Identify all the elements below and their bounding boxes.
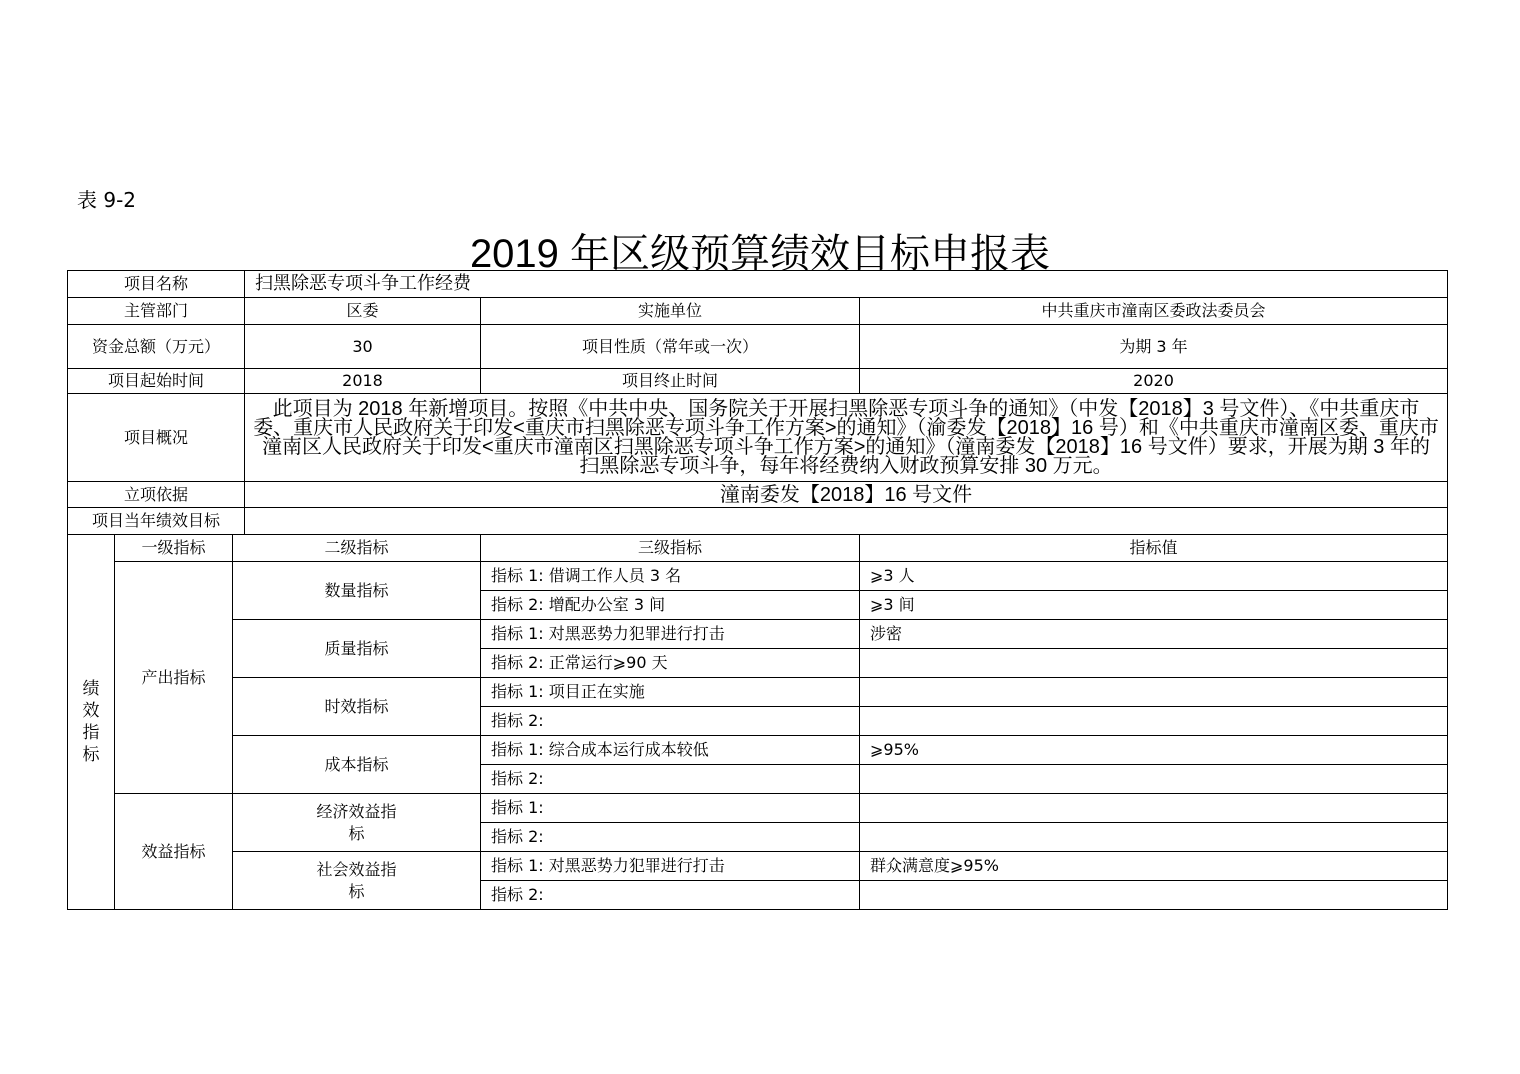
indicator-value: ⩾3 间: [860, 591, 1448, 620]
overview-label: 项目概况: [68, 394, 245, 482]
start-time-value: 2018: [245, 369, 481, 394]
cost-indicator-label: 成本指标: [233, 736, 481, 794]
basis-value: 潼南委发【2018】16 号文件: [245, 482, 1448, 508]
level3-indicator: 指标 1: 对黑恶势力犯罪进行打击: [481, 620, 860, 649]
level3-indicator: 指标 1: 对黑恶势力犯罪进行打击: [481, 852, 860, 881]
row-annual-goal: [68, 508, 1448, 535]
economic-benefit-label: [233, 794, 481, 852]
level3-indicator: 指标 1: 项目正在实施: [481, 678, 860, 707]
row-project-name: [68, 271, 1448, 298]
row-indicator-header: [68, 535, 1448, 562]
col-header-level1: 一级指标: [115, 535, 233, 562]
quantity-indicator-label: 数量指标: [233, 562, 481, 620]
level3-indicator: 指标 1: 借调工作人员 3 名: [481, 562, 860, 591]
project-name-label: 项目名称: [68, 271, 245, 298]
table-row: [68, 562, 1448, 591]
quality-indicator-label: 质量指标: [233, 620, 481, 678]
social-benefit-label: [233, 852, 481, 910]
indicator-value: [860, 707, 1448, 736]
level3-indicator: 指标 2: 增配办公室 3 间: [481, 591, 860, 620]
level3-indicator: 指标 1: 综合成本运行成本较低: [481, 736, 860, 765]
indicator-value: [860, 823, 1448, 852]
level3-indicator: 指标 2: 正常运行⩾90 天: [481, 649, 860, 678]
row-department: [68, 298, 1448, 325]
level3-indicator: 指标 2:: [481, 823, 860, 852]
benefit-indicator-label: 效益指标: [115, 794, 233, 910]
indicator-value: 群众满意度⩾95%: [860, 852, 1448, 881]
annual-goal-label: 项目当年绩效目标: [68, 508, 245, 535]
level3-indicator: 指标 1:: [481, 794, 860, 823]
table-number: 表 9-2: [77, 188, 137, 212]
row-basis: [68, 482, 1448, 508]
performance-indicators-label: [68, 535, 115, 910]
indicator-value: [860, 881, 1448, 910]
start-time-label: 项目起始时间: [68, 369, 245, 394]
table-row: [68, 852, 1448, 881]
row-overview: [68, 394, 1448, 482]
timeliness-indicator-label: 时效指标: [233, 678, 481, 736]
page-title: 2019 年区级预算绩效目标申报表: [469, 232, 1051, 276]
indicator-value: 涉密: [860, 620, 1448, 649]
end-time-label: 项目终止时间: [481, 369, 860, 394]
basis-label: 立项依据: [68, 482, 245, 508]
project-name-value: 扫黑除恶专项斗争工作经费: [245, 271, 1448, 298]
nature-value: 为期 3 年: [860, 325, 1448, 369]
annual-goal-value: [245, 508, 1448, 535]
indicator-value: ⩾3 人: [860, 562, 1448, 591]
indicator-value: [860, 678, 1448, 707]
col-header-level3: 三级指标: [481, 535, 860, 562]
nature-label: 项目性质（常年或一次）: [481, 325, 860, 369]
indicator-value: [860, 794, 1448, 823]
social-benefit-text: 社会效益指标: [316, 859, 397, 901]
budget-performance-table: [67, 270, 1448, 910]
table-row: [68, 736, 1448, 765]
impl-unit-value: 中共重庆市潼南区委政法委员会: [860, 298, 1448, 325]
row-dates: [68, 369, 1448, 394]
table-row: [68, 620, 1448, 649]
impl-unit-label: 实施单位: [481, 298, 860, 325]
col-header-value: 指标值: [860, 535, 1448, 562]
level3-indicator: 指标 2:: [481, 881, 860, 910]
end-time-value: 2020: [860, 369, 1448, 394]
indicator-value: ⩾95%: [860, 736, 1448, 765]
dept-label: 主管部门: [68, 298, 245, 325]
table-row: [68, 794, 1448, 823]
table-row: [68, 678, 1448, 707]
level3-indicator: 指标 2:: [481, 707, 860, 736]
fund-value: 30: [245, 325, 481, 369]
level3-indicator: 指标 2:: [481, 765, 860, 794]
overview-value: 此项目为 2018 年新增项目。按照《中共中央、国务院关于开展扫黑除恶专项斗争的通知》（中发【2018】3 号文件）、《中共重庆市委、重庆市人民政府关于印发<重庆市扫黑除恶专项斗争工作方案>的通知》（渝委发【2018】16 号）和《中共重庆市潼南区委、重庆市潼南区人民政府关于印发<重庆市潼南区扫黑除恶专项斗争工作方案>的通知》（潼南委发【2018】16 号文件）要求，开展为期 3 年的扫黑除恶专项斗争，每年将经费纳入财政预算安排 30 万元。: [245, 394, 1448, 482]
output-indicator-label: 产出指标: [115, 562, 233, 794]
indicator-value: [860, 649, 1448, 678]
col-header-level2: 二级指标: [233, 535, 481, 562]
row-fund: [68, 325, 1448, 369]
dept-value: 区委: [245, 298, 481, 325]
performance-indicators-text: 绩效指标: [82, 679, 100, 765]
economic-benefit-text: 经济效益指标: [316, 801, 397, 843]
indicator-value: [860, 765, 1448, 794]
fund-label: 资金总额（万元）: [68, 325, 245, 369]
